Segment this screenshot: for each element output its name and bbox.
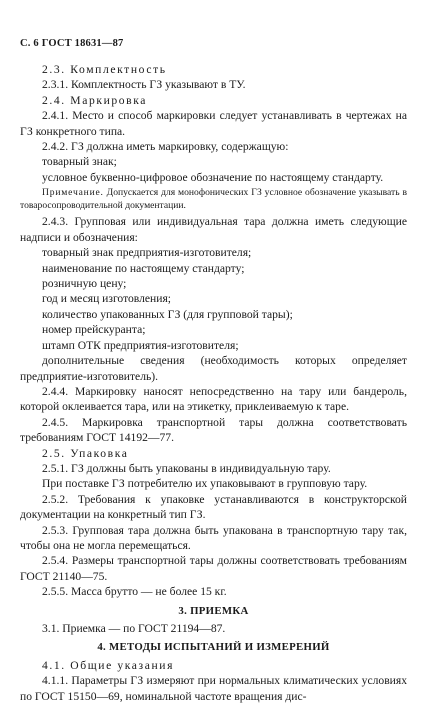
list-item: товарный знак;: [42, 155, 117, 169]
list-item: штамп ОТК предприятия-изготовителя;: [42, 338, 239, 352]
list-item: дополнительные сведения (необходимость которых определяет предприятие-изготовитель).: [20, 354, 407, 383]
list-item: наименование по настоящему стандарту;: [42, 261, 245, 275]
paragraph-2-5-3: 2.5.3. Групповая тара должна быть упакована в транспортную тару так, чтобы она не могла перемещаться.: [20, 523, 407, 552]
section-heading-2-3: 2.3. Комплектность: [42, 63, 167, 76]
list-item: год и месяц изготовления;: [42, 292, 172, 306]
section-heading-2-5: 2.5. Упаковка: [42, 446, 129, 460]
section-heading-4-1: 4.1. Общие указания: [42, 658, 175, 672]
list-item: номер прейскуранта;: [42, 323, 146, 337]
page-header: С. 6 ГОСТ 18631—87: [20, 38, 124, 49]
paragraph-2-4-1: 2.4.1. Место и способ маркировки следует устанавливать в чертежах на ГЗ конкретного типа.: [20, 109, 407, 138]
paragraph-2-3-1: 2.3.1. Комплектность ГЗ указывают в ТУ.: [42, 78, 246, 92]
paragraph-2-5-4: 2.5.4. Размеры транспортной тары должны соответствовать требованиям ГОСТ 21140—75.: [20, 554, 407, 583]
paragraph-2-4-5: 2.4.5. Маркировка транспортной тары должна соответствовать требованиям ГОСТ 14192—77.: [20, 415, 407, 445]
note: [20, 187, 407, 212]
list-item: количество упакованных ГЗ (для групповой тары);: [42, 307, 293, 321]
paragraph: При поставке ГЗ потребителю их упаковывают в групповую тару.: [42, 477, 368, 491]
note-label: Примечание.: [42, 187, 104, 199]
section-heading-2-4: 2.4. Маркировка: [42, 93, 148, 107]
paragraph-3-1: 3.1. Приемка — по ГОСТ 21194—87.: [42, 622, 226, 635]
list-item: розничную цену;: [42, 277, 127, 291]
document-body: [20, 62, 407, 704]
paragraph-2-5-2: 2.5.2. Требования к упаковке устанавливаются в конструкторской документации на конкретный тип ГЗ.: [20, 492, 407, 522]
paragraph-2-4-3: 2.4.3. Групповая или индивидуальная тара должна иметь следующие надписи и обозначения:: [20, 215, 407, 244]
paragraph-2-4-2: 2.4.2. ГЗ должна иметь маркировку, содержащую:: [42, 140, 289, 154]
list-item: условное буквенно-цифровое обозначение по настоящему стандарту.: [42, 170, 384, 184]
list-item: товарный знак предприятия-изготовителя;: [42, 246, 252, 260]
paragraph-2-5-5: 2.5.5. Масса брутто — не более 15 кг.: [42, 585, 227, 599]
chapter-heading-4: 4. МЕТОДЫ ИСПЫТАНИЙ И ИЗМЕРЕНИЙ: [97, 641, 330, 654]
chapter-heading-3: 3. ПРИЕМКА: [178, 604, 249, 617]
note-text: Допускается для монофонических ГЗ условное обозначение указывать в товаросопроводительной документации.: [20, 187, 407, 211]
paragraph-2-5-1: 2.5.1. ГЗ должны быть упакованы в индивидуальную тару.: [42, 461, 331, 475]
paragraph-4-1-1: 4.1.1. Параметры ГЗ измеряют при нормальных климатических условиях по ГОСТ 15150—69, номинальной частоте вращения дис-: [20, 674, 407, 703]
paragraph-2-4-4: 2.4.4. Маркировку наносят непосредственно на тару или бандероль, которой оклеивается тара, или на этикетку, приклеиваемую к таре.: [20, 384, 407, 414]
